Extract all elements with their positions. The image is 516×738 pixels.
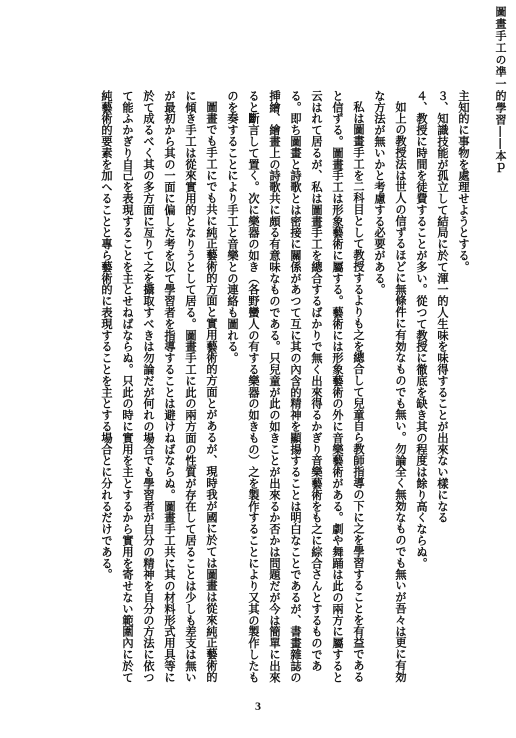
body-text xyxy=(96,90,474,690)
running-head: 圖畫手工の凖一的學習――本ｐ xyxy=(494,6,507,174)
numbered-list xyxy=(411,90,453,690)
paragraph-pure-vs-applied: 圖畫でも手工にでも共に純正藝術的方面と實用藝術的方面とがあるが、現時我が國に於ては圖畫は從來純正藝術的に傾き手工は從來實用的となりうとして居る。圖畫手工に此の兩方面の性質が存在して居ることは少しも差支は無いが最初から其の一面に偏した考を以て學習者を指導することは避けねばならぬ。圖畫手工共に其の材料形式用具等に於て成るべく其の多方面に亙りて之を攝取すべきは勿論だが何れの場合でも學習者が自分の精神を自分の方法に依つて能ふかぎり自己を表現することを主とせねばならぬ。只此の時に實用を主とするから實用を寄せない範圍內に於て純藝術的要素を加へることと專ら藝術的に表現することを主とする場合とに分れるだけである。 xyxy=(100,90,219,683)
page-number: 3 xyxy=(255,699,261,713)
paragraph-integration: 私は圖畫手工を二科目として教授するよりも之を總合して兒童自ら教師指導の下に之を學習することを有益であると信ずる。圖畫手工は形象藝術に屬する。藝術には形象藝術の外に音樂藝術がある。劇や舞踊は此の兩方に屬すると云はれて居るが、私は圖畫手工を總合するばかりで無く出來得るかぎり音樂藝術をも之に綜合さんとするものである。即ち圖畫と詩歌とは密接に關係があつて互に其の內含的精神を顯揚することは明白なことであるが、書畫雜誌の挿繪、繪畫上の詩歌共に頗る有意味なものである。只兒童が此の如きことが出來るか否かは問題だが今は簡單に出來ると斷言して置く。次に樂器の如き（各野蠻人の有する樂器の如きもの）之を製作することにより又其の製作したものを奏することにより手工と音樂との連絡も圖れる。 xyxy=(226,90,366,683)
list-item-3: ３、知識技能が孤立して結局に於て渾一的人生味を味得することが出來ない樣になる xyxy=(436,90,450,524)
paragraph-conclusion: 如上の教授法は世人の信ずるほどに無條件に有効なものでも無い。勿論全く無効なものでも無いが吾々は更に有効な方法が無いかと考慮する必要がある。 xyxy=(373,90,408,683)
list-item-4: ４、教授に時間を徒費することが多い。從つて教授に徹底を缺き其の程度は餘り高くならぬ。 xyxy=(415,90,429,569)
paragraph-continued: 主知的に事物を處理せようとする。 xyxy=(457,90,471,273)
